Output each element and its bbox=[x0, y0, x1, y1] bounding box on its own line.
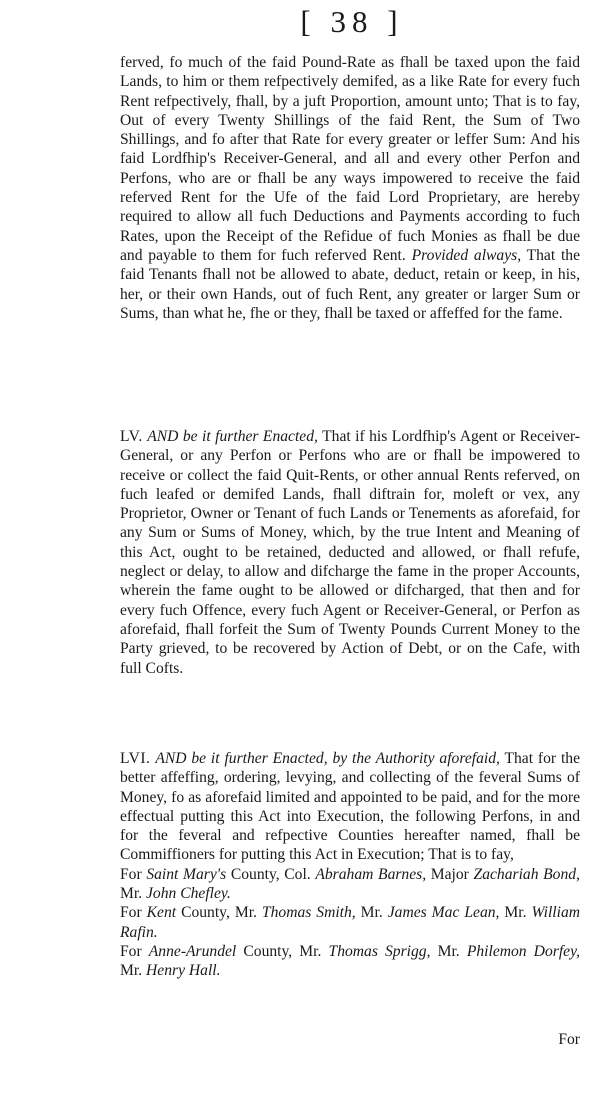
commissioner-name: William Rafin. bbox=[120, 904, 581, 941]
commissioner-name: Zachariah Bond, bbox=[473, 865, 580, 883]
section-lv-enacting: AND be it further Enacted, bbox=[147, 428, 318, 445]
county-name: Saint Mary's bbox=[146, 865, 227, 883]
commissioner-title: Major bbox=[430, 865, 469, 883]
commissioner-name: John Chefley. bbox=[146, 885, 231, 903]
commissioners-county-2 bbox=[120, 942, 580, 981]
section-lv-number: LV. bbox=[120, 428, 143, 445]
catchword: For bbox=[558, 1031, 580, 1048]
section-lvi-enacting: AND be it further Enacted, by the Authority aforefaid, bbox=[155, 750, 500, 767]
section-lvi-number: LVI. bbox=[120, 750, 151, 767]
commissioner-name: James Mac Lean, bbox=[387, 904, 500, 922]
proviso-text: That the faid Tenants fhall not be allowed to abate, deduct, retain or keep, in his, her, or their own Hands, out of fuch Rent, any greater or larger Sum or Sums, than what he, fhe or they, fhall be taxed or affeffed for the fame. bbox=[120, 246, 580, 322]
county-word: County, bbox=[243, 942, 293, 960]
proviso-lead: Provided always, bbox=[411, 246, 522, 264]
commissioner-title: Mr. bbox=[504, 904, 527, 922]
county-prefix: For bbox=[120, 942, 142, 960]
county-name: Anne-Arundel bbox=[148, 942, 237, 960]
commissioners-county-0 bbox=[120, 865, 580, 904]
commissioners-county-1 bbox=[120, 903, 580, 942]
county-prefix: For bbox=[120, 904, 142, 922]
county-word: County, bbox=[230, 865, 280, 883]
commissioner-title: Mr. bbox=[234, 904, 257, 922]
commissioner-title: Mr. bbox=[299, 942, 322, 960]
commissioner-name: Thomas Sprigg, bbox=[328, 942, 431, 960]
commissioner-title: Mr. bbox=[120, 962, 143, 980]
commissioner-title: Mr. bbox=[360, 904, 383, 922]
commissioner-name: Philemon Dorfey, bbox=[466, 942, 581, 960]
commissioner-name: Thomas Smith, bbox=[261, 904, 356, 922]
county-word: County, bbox=[181, 904, 230, 922]
county-prefix: For bbox=[120, 865, 142, 883]
section-lvi-text: That for the better affeffing, ordering, levying, and collecting of the feveral Sums of Money, fo as aforefaid limited and appointed to be paid, and for the more effectual putting this Act into Execution, the following Perfons, in and for the feveral and refpective Counties hereafter named, fhall be Commiffioners for putting this Act in Execution; That is to fay, bbox=[120, 750, 580, 864]
section-lv-text: That if his Lordfhip's Agent or Receiver-General, or any Perfon or Perfons who are or fhall be impowered to receive or collect the faid Quit-Rents, or other annual Rents referved, on fuch leafed or demifed Lands, fhall diftrain for, moleft or vex, any Proprietor, Owner or Tenant of fuch Lands or Tenements as aforefaid, for any Sum or Sums of Money, which, by the true Intent and Meaning of this Act, ought to be retained, deducted and allowed, or fhall refufe, neglect or delay, to allow and difcharge the fame in the proper Accounts, wherein the fame ought to be allowed or difcharged, that then and for every fuch Offence, every fuch Agent or Receiver-General, or Perfon as aforefaid, fhall forfeit the Sum of Twenty Pounds Current Money to the Party grieved, to be recovered by Action of Debt, or on the Cafe, with full Cofts. bbox=[120, 428, 581, 677]
commissioner-name: Abraham Barnes, bbox=[315, 865, 427, 883]
commissioner-title: Mr. bbox=[437, 942, 460, 960]
continued-text: ferved, fo much of the faid Pound-Rate as fhall be taxed upon the faid Lands, to him or them refpectively demifed, as a like Rate for every fuch Rent refpectively, fhall, by a juft Proportion, amount unto; That is to fay, Out of every Twenty Shillings of the faid Rent, the Sum of Two Shillings, and fo after that Rate for every greater or leffer Sum: And his faid Lordfhip's Receiver-General, and all and every other Perfon and Perfons, who are or fhall be any ways impowered to receive the faid referved Rent for the Ufe of the faid Lord Proprietary, are hereby required to allow all fuch Deductions and Payments according to fuch Rates, upon the Receipt of the Refidue of fuch Monies as fhall be due and payable to them for fuch referved Rent. bbox=[120, 54, 580, 264]
commissioner-title: Col. bbox=[284, 865, 311, 883]
section-lvi bbox=[120, 749, 580, 981]
commissioner-name: Henry Hall. bbox=[146, 962, 221, 980]
county-name: Kent bbox=[146, 904, 177, 922]
page-number: [ 38 ] bbox=[300, 4, 404, 39]
continued-paragraph bbox=[120, 53, 580, 323]
section-lv bbox=[120, 427, 580, 678]
commissioner-title: Mr. bbox=[120, 885, 143, 903]
